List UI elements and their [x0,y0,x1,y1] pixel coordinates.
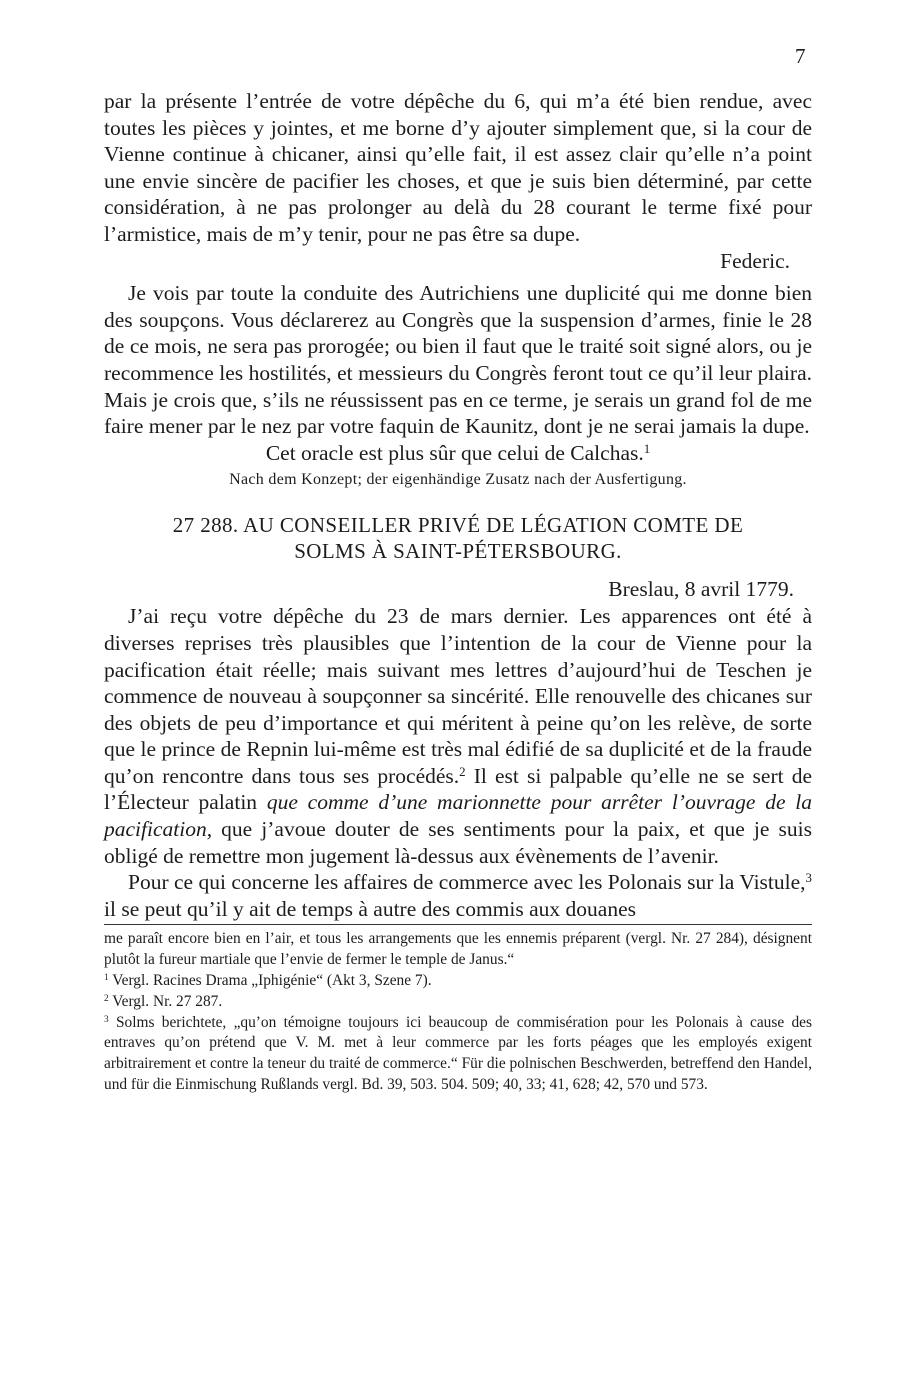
footnote-1-text: Vergl. Racines Drama „Iphigénie“ (Akt 3, Szene 7). [112,972,432,990]
footnote-1 [104,971,812,992]
footnote-ref-2: 2 [459,764,466,779]
postscript-paragraph: Je vois par toute la conduite des Autrichiens une duplicité qui me donne bien des soupçons. Vous déclarerez au Congrès que la suspension d’armes, finie le 28 de ce mois, ne sera pas prorogée; ou bien il faut que le traité soit signé alors, ou je recommence les hostilités, et messieurs du Congrès feront tout ce qu’il leur plaira. Mais je crois que, s’ils ne réussissent pas en ce terme, je serais un grand fol de me faire mener par le nez par votre faquin de Kaunitz, dont je ne serai jamais la dupe. [104,281,812,439]
p1-text-a: J’ai reçu votre dépêche du 23 de mars dernier. Les apparences ont été à diverses reprises très plausibles que l’intention de la cour de Vienne pour la pacification était réelle; mais suivant mes lettres d’aujourd’hui de Teschen je commence de nouveau à soupçonner sa sincérité. Elle renouvelle des chicanes sur des objets de peu d’importance et qui méritent à peine qu’on les relève, de sorte que le prince de Repnin lui-même est très mal édifié de sa duplicité et de la fraude qu’on rencontre dans tous ses procédés. [104,604,812,788]
p1-text-c: que j’avoue douter de ses sentiments pour la paix, et que je suis obligé de remettre mon jugement là-dessus aux évènements de l’avenir. [104,817,812,868]
footnote-ref-3: 3 [805,871,812,886]
footnote-2-text: Vergl. Nr. 27 287. [112,992,223,1010]
heading-line-2: SOLMS À SAINT-PÉTERSBOURG. [294,539,622,564]
footnote-continuation: me paraît encore bien en l’air, et tous les arrangements que les ennemis préparent (vergl. Nr. 27 284), désignent plutôt la fureur martiale que l’envie de fermer le temple de Janus.“ [104,930,812,969]
footnotes [104,924,812,1095]
page-body [104,40,812,1096]
heading-line-1: 27 288. AU CONSEILLER PRIVÉ DE LÉGATION COMTE DE [172,513,744,538]
source-note: Nach dem Konzept; der eigenhändige Zusatz nach der Ausfertigung. [229,471,687,489]
footnote-3 [104,1013,812,1096]
closing-line [104,440,812,467]
footnote-3-mark: 3 [104,1013,109,1024]
place-date: Breslau, 8 avril 1779. [608,577,794,602]
page-number: 7 [795,44,806,68]
signature: Federic. [720,248,790,273]
closing-line-text: Cet oracle est plus sûr que celui de Calchas. [265,440,644,465]
p1-italic-text: que comme d’une marionnette pour arrêter l’ouvrage de la pacification, [104,790,812,842]
letter-body-paragraph-2 [104,869,812,922]
p2-text-b: il se peut qu’il y ait de temps à autre des commis aux douanes [104,896,636,921]
letter-heading [104,512,812,564]
footnote-ref-1: 1 [643,441,651,456]
footnote-2-mark: 2 [104,992,109,1003]
footnote-1-mark: 1 [104,971,109,982]
letter-body-paragraph-1 [104,603,812,869]
p1-text-b: Il est si palpable qu’elle ne se sert de l’Électeur palatin [104,763,812,815]
letter-paragraph: par la présente l’entrée de votre dépêche du 6, qui m’a été bien rendue, avec toutes les pièces y jointes, et me borne d’y ajouter simplement que, si la cour de Vienne continue à chicaner, ainsi qu’elle fait, il est assez clair qu’elle n’a point une envie sincère de pacifier les choses, et que je suis bien déterminé, par cette considération, à ne pas prolonger au delà du 28 courant le terme fixé pour l’armistice, mais de m’y tenir, pour ne pas être sa dupe. [104,89,812,246]
p2-text-a: Pour ce qui concerne les affaires de commerce avec les Polonais sur la Vistule, [128,870,806,895]
footnote-3-text: Solms berichtete, „qu’on témoigne toujours ici beaucoup de commisération pour les Polonais à cause des entraves qu’on prétend que V. M. met à leur commerce par les forts péages que les employés exigent arbitrairement et contre la teneur du traité de commerce.“ Für die polnischen Beschwerden, betreffend den Handel, und für die Einmischung Rußlands vergl. Bd. 39, 503. 504. 509; 40, 33; 41, 628; 42, 570 und 573. [104,1013,812,1094]
footnote-2 [104,992,812,1013]
